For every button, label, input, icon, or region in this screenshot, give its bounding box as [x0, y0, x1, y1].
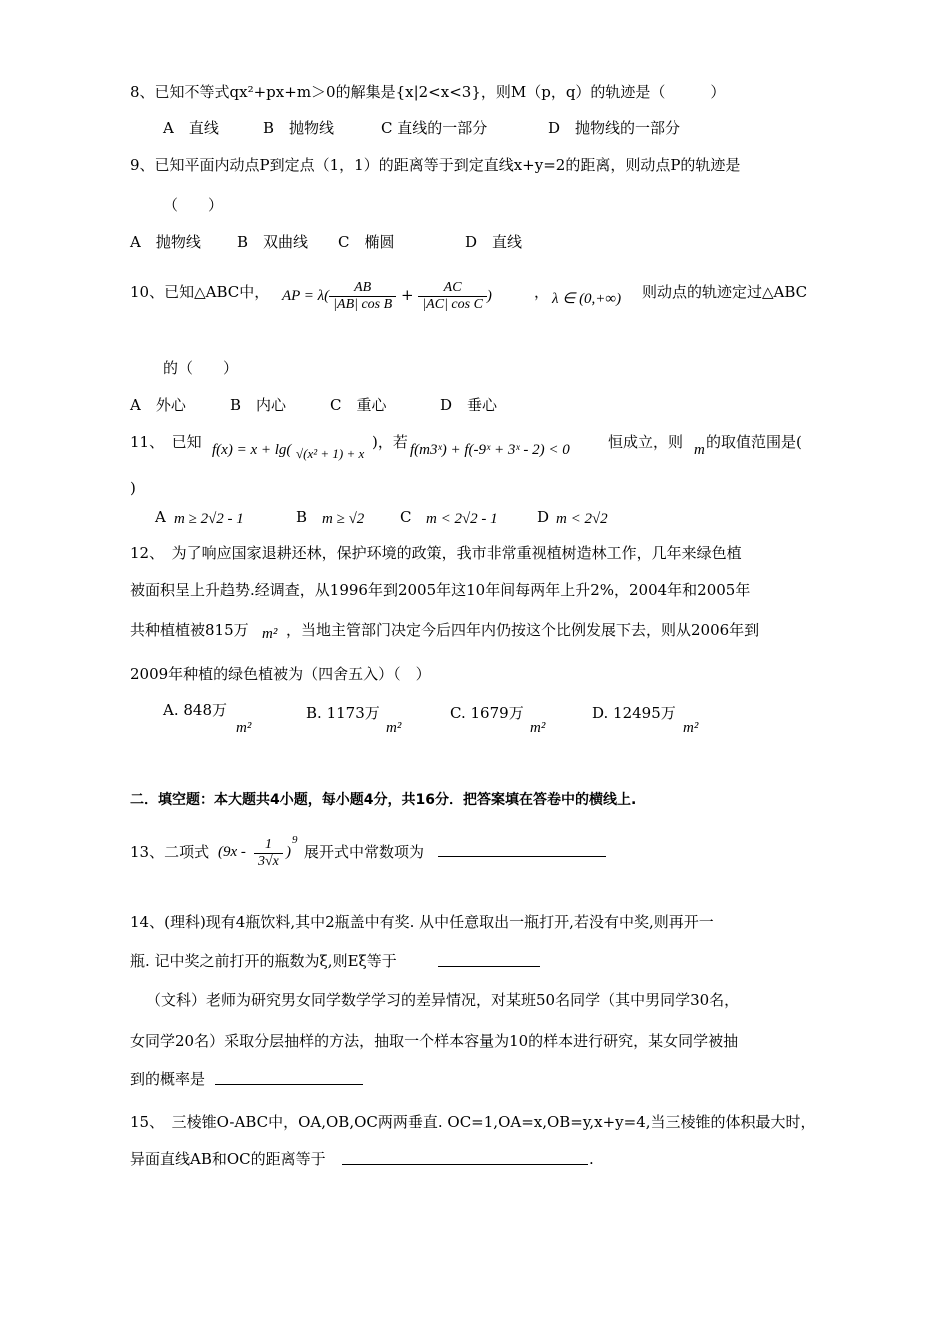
q12-line3a: 共种植植被815万: [130, 621, 249, 639]
q11-option-d-expr: m < 2√2: [556, 511, 608, 527]
q10-suffix: 则动点的轨迹定过△ABC: [642, 283, 808, 301]
q10-option-b: B 内心: [230, 396, 287, 414]
q14-line1: 14、(理科)现有4瓶饮料,其中2瓶盖中有奖. 从中任意取出一瓶打开,若没有中奖,则再开一: [130, 913, 714, 931]
q9-paren: （ ）: [163, 196, 224, 214]
q13-answer-blank[interactable]: [438, 842, 606, 857]
q11-option-b-expr: m ≥ √2: [322, 511, 365, 527]
q14-wen-line1: （文科）老师为研究男女同学数学学习的差异情况，对某班50名同学（其中男同学30名，: [146, 991, 740, 1009]
q12-option-d-value: 12495: [613, 704, 661, 722]
q12-option-b: [306, 703, 380, 723]
q14-line2: 瓶. 记中奖之前打开的瓶数为ξ,则Eξ等于: [130, 952, 397, 970]
q10-option-a: A 外心: [130, 396, 186, 414]
q10-frac2: [418, 280, 487, 313]
q12-option-c-wan: 万: [508, 704, 524, 722]
q13-frac-den: 3√x: [258, 853, 279, 869]
q11-option-b-label: B: [296, 508, 308, 526]
q11-option-d-label: D: [537, 508, 550, 526]
q13-fraction: [254, 832, 283, 872]
q13-prefix: 13、二项式: [130, 843, 210, 861]
q12-option-c-unit: m²: [530, 720, 546, 736]
q13-exponent: 9: [292, 834, 298, 846]
q10-prefix: 10、已知△ABC中，: [130, 283, 270, 301]
q11-option-c-label: C: [400, 508, 412, 526]
q12-option-b-value: 1173: [326, 704, 365, 722]
q10-frac2-num: AC: [418, 280, 487, 297]
q11-close: ): [130, 479, 136, 497]
q12-option-d: [592, 703, 676, 723]
q12-option-c-value: 1679: [470, 704, 509, 722]
q12-option-c-label: C.: [450, 704, 466, 722]
q11-option-a-expr: m ≥ 2√2 - 1: [174, 511, 244, 527]
q8-option-b: B 抛物线: [263, 119, 335, 137]
q10-lambda-range: λ ∈ (0,+∞): [552, 291, 622, 307]
q12-option-a-label: A.: [163, 701, 179, 719]
q9-option-d: D 直线: [465, 233, 523, 251]
q9-option-c: C 椭圆: [338, 233, 395, 251]
q10-formula: [282, 275, 492, 316]
q14-wen-answer-blank[interactable]: [215, 1070, 363, 1085]
q11-m: m: [694, 442, 705, 458]
q11-after-f: )，若: [372, 433, 408, 451]
q12-line1: 12、 为了响应国家退耕还林，保护环境的政策，我市非常重视植树造林工作，几年来绿色植: [130, 544, 742, 562]
q13-frac: [254, 837, 283, 870]
q11-sqrt: √(x² + 1) + x: [296, 446, 365, 461]
q15-answer-blank[interactable]: [342, 1150, 588, 1165]
q15-line1: 15、 三棱锥O-ABC中，OA,OB,OC两两垂直. OC=1,OA=x,OB=y,x+y=4,当三棱锥的体积最大时，: [130, 1113, 816, 1131]
q8-option-a: A 直线: [163, 119, 219, 137]
q11-prefix: 11、 已知: [130, 433, 202, 451]
q13-suffix: 展开式中常数项为: [304, 843, 425, 861]
q15-line2: 异面直线AB和OC的距离等于: [130, 1150, 326, 1168]
q11-suffix2: 的取值范围是(: [706, 433, 802, 451]
q10-option-d: D 垂心: [440, 396, 498, 414]
q12-option-a-wan: 万: [212, 701, 228, 719]
q10-close: ): [486, 288, 492, 304]
q10-line2: 的（ ）: [163, 359, 239, 377]
q12-option-d-wan: 万: [660, 704, 676, 722]
q11-inequality: f(m3ˣ) + f(-9ˣ + 3ˣ - 2) < 0: [410, 442, 570, 458]
q11-suffix1: 恒成立，则: [608, 433, 684, 451]
q10-comma: ，: [534, 283, 550, 301]
q10-frac1: [329, 280, 396, 313]
q9-stem: 9、已知平面内动点P到定点（1，1）的距离等于到定直线x+y=2的距离，则动点P的轨迹是: [130, 156, 741, 174]
q12-option-a-unit: m²: [236, 720, 252, 736]
q12-line3b: ，当地主管部门决定今后四年内仍按这个比例发展下去，则从2006年到: [286, 621, 760, 639]
q13-frac-num: 1: [254, 837, 283, 854]
q9-option-b: B 双曲线: [237, 233, 309, 251]
q14-wen-line3: 到的概率是: [130, 1070, 206, 1088]
q13-open: (9x -: [218, 844, 246, 860]
q9-option-a: A 抛物线: [130, 233, 201, 251]
q12-option-d-unit: m²: [683, 720, 699, 736]
q10-option-c: C 重心: [330, 396, 387, 414]
section2-heading: 二．填空题：本大题共4小题，每小题4分，共16分．把答案填在答卷中的横线上.: [130, 792, 637, 808]
q10-frac2-den: |AC| cos C: [422, 296, 483, 312]
q12-option-b-unit: m²: [386, 720, 402, 736]
q14-wen-line2: 女同学20名）采取分层抽样的方法，抽取一个样本容量为10的样本进行研究，某女同学被抽: [130, 1032, 739, 1050]
q12-option-b-wan: 万: [364, 704, 380, 722]
q10-plus: +: [400, 286, 414, 304]
q8-option-d: D 抛物线的一部分: [548, 119, 681, 137]
q12-option-a-value: 848: [183, 701, 213, 719]
q12-option-d-label: D.: [592, 704, 609, 722]
q12-line2: 被面积呈上升趋势.经调查，从1996年到2005年这10年间每两年上升2%，2004年和2005年: [130, 581, 751, 599]
q12-line3-unit: m²: [262, 626, 278, 642]
q12-option-c: [450, 703, 524, 723]
q10-frac1-den: |AB| cos B: [333, 296, 393, 312]
q11-option-a-label: A: [155, 508, 166, 526]
q8-option-c: C 直线的一部分: [381, 119, 488, 137]
q10-frac1-num: AB: [329, 280, 396, 297]
q11-fx: f(x) = x + lg(: [212, 442, 292, 458]
q12-line4: 2009年种植的绿色植被为（四舍五入）（ ）: [130, 665, 431, 683]
q12-option-b-label: B.: [306, 704, 322, 722]
q13-close: ): [286, 844, 291, 860]
q10-formula-lhs: AP = λ(: [282, 288, 330, 304]
q8-stem: 8、已知不等式qx²+px+m＞0的解集是{x|2<x<3}，则M（p，q）的轨迹是（ ）: [130, 83, 726, 101]
q15-end: .: [589, 1150, 594, 1168]
q12-option-a: [163, 700, 227, 720]
q11-option-c-expr: m < 2√2 - 1: [426, 511, 498, 527]
q14-answer-blank[interactable]: [438, 952, 540, 967]
